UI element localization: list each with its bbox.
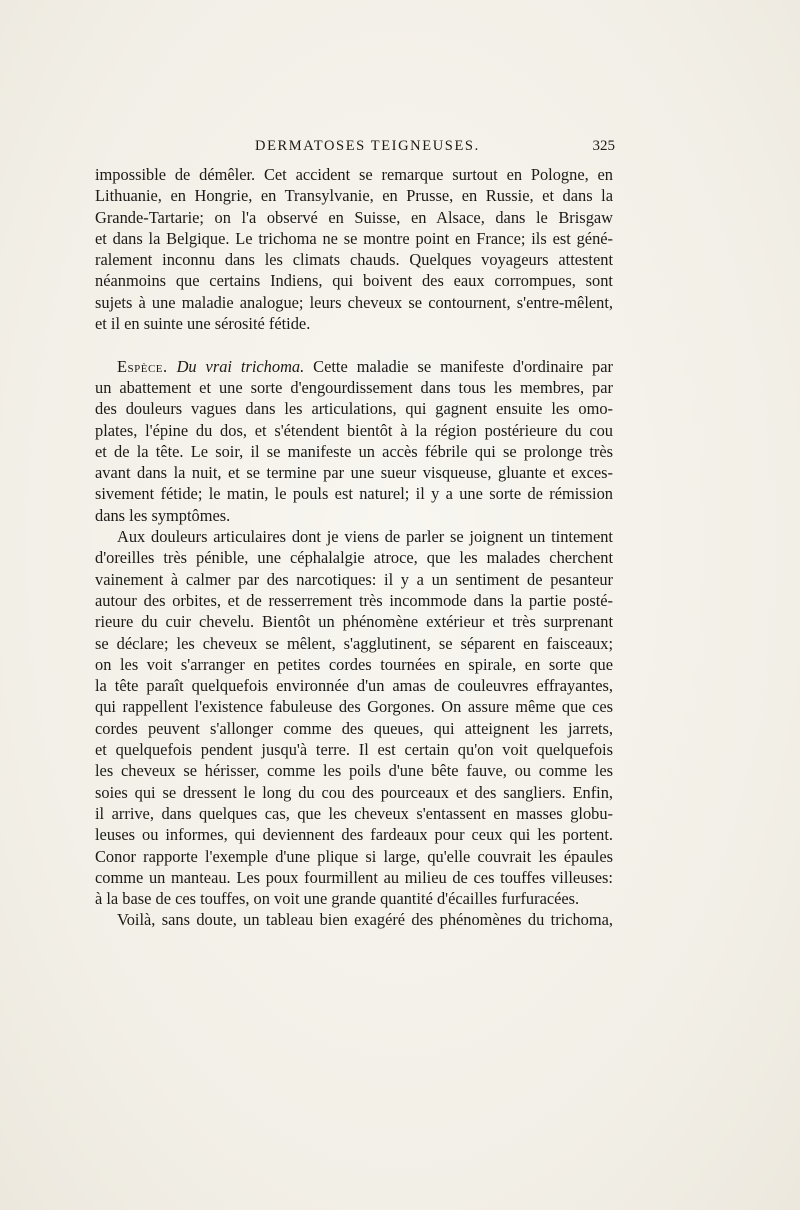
text-line: soies qui se dressent le long du cou des pourceaux et des sangliers. Enfin, (95, 782, 613, 802)
text-line: la tête paraît quelquefois environnée d'un amas de couleuvres effrayantes, (95, 676, 613, 696)
text-line: néanmoins que certains Indiens, qui boivent des eaux corrompues, sont (95, 271, 613, 291)
text-line: et quelquefois pendent jusqu'à terre. Il est certain qu'on voit quelquefois (95, 740, 613, 760)
paragraph-1 (95, 164, 613, 334)
paragraph-2 (95, 356, 613, 526)
species-label: Espèce. (117, 356, 168, 376)
text-line: et dans la Belgique. Le trichoma ne se montre point en France; ils est géné- (95, 228, 613, 248)
text-line: il arrive, dans quelques cas, que les cheveux s'entassent en masses globu- (95, 803, 613, 823)
text-line: Grande-Tartarie; on l'a observé en Suisse, en Alsace, dans le Brisgaw (95, 207, 613, 227)
text-line: plates, l'épine du dos, et s'étendent bientôt à la région postérieure du cou (95, 420, 613, 440)
first-line-rest: Cette maladie se manifeste d'ordinaire par (313, 356, 613, 376)
text-line: à la base de ces touffes, on voit une grande quantité d'écailles furfuracées. (95, 889, 580, 909)
text-line: des douleurs vagues dans les articulations, qui gagnent ensuite les omo- (95, 399, 613, 419)
text-line: leuses ou informes, qui deviennent des fardeaux pour ceux qui les portent. (95, 825, 613, 845)
paragraph-3 (95, 526, 613, 909)
text-line: et de la tête. Le soir, il se manifeste un accès fébrile qui se prolonge très (95, 441, 613, 461)
body-text (95, 164, 613, 931)
text-line: Voilà, sans doute, un tableau bien exagéré des phénomènes du trichoma, (117, 910, 613, 930)
text-line: Conor rapporte l'exemple d'une plique si large, qu'elle couvrait les épaules (95, 846, 613, 866)
page-header (95, 138, 615, 160)
text-line: sujets à une maladie analogue; leurs cheveux se contournent, s'entre-mêlent, (95, 292, 613, 312)
paragraph-4 (95, 909, 613, 930)
text-line: sivement fétide; le matin, le pouls est naturel; il y a une sorte de rémission (95, 484, 613, 504)
text-line: qui rappellent l'existence fabuleuse des Gorgones. On assure même que ces (95, 697, 613, 717)
text-line: ralement inconnu dans les climats chauds. Quelques voyageurs attestent (95, 250, 613, 270)
text-line: Aux douleurs articulaires dont je viens de parler se joignent un tintement (117, 527, 613, 547)
text-line: et il en suinte une sérosité fétide. (95, 314, 311, 334)
text-line: Lithuanie, en Hongrie, en Transylvanie, en Prusse, en Russie, et dans la (95, 186, 613, 206)
paragraph-spacer (95, 334, 613, 355)
text-line: les cheveux se hérisser, comme les poils d'une bête fauve, ou comme les (95, 761, 613, 781)
text-line: on les voit s'arranger en petites cordes tournées en spirale, en sorte que (95, 654, 613, 674)
text-line: cordes peuvent s'allonger comme des queues, qui atteignent les jarrets, (95, 718, 613, 738)
page-number: 325 (592, 138, 615, 154)
species-title: Du vrai trichoma. (176, 356, 305, 376)
text-line: un abattement et une sorte d'engourdissement dans tous les membres, par (95, 377, 613, 397)
text-line: avant dans la nuit, et se termine par une sueur visqueuse, gluante et exces- (95, 463, 613, 483)
text-line: comme un manteau. Les poux fourmillent au milieu de ces touffes villeuses: (95, 867, 613, 887)
text-line: vainement à calmer par des narcotiques: il y a un sentiment de pesanteur (95, 569, 613, 589)
text-line: se déclare; les cheveux se mêlent, s'agglutinent, se séparent en faisceaux; (95, 633, 613, 653)
text-line: d'oreilles très pénible, une céphalalgie atroce, que les malades cherchent (95, 548, 613, 568)
running-title: DERMATOSES TEIGNEUSES. (255, 138, 480, 154)
text-line (95, 356, 613, 377)
text-line: autour des orbites, et de resserrement très incommode dans la partie posté- (95, 590, 613, 610)
text-line: impossible de démêler. Cet accident se remarque surtout en Pologne, en (95, 165, 613, 184)
text-line: rieure du cuir chevelu. Bientôt un phénomène extérieur et très surprenant (95, 612, 613, 632)
text-line: dans les symptômes. (95, 505, 231, 525)
